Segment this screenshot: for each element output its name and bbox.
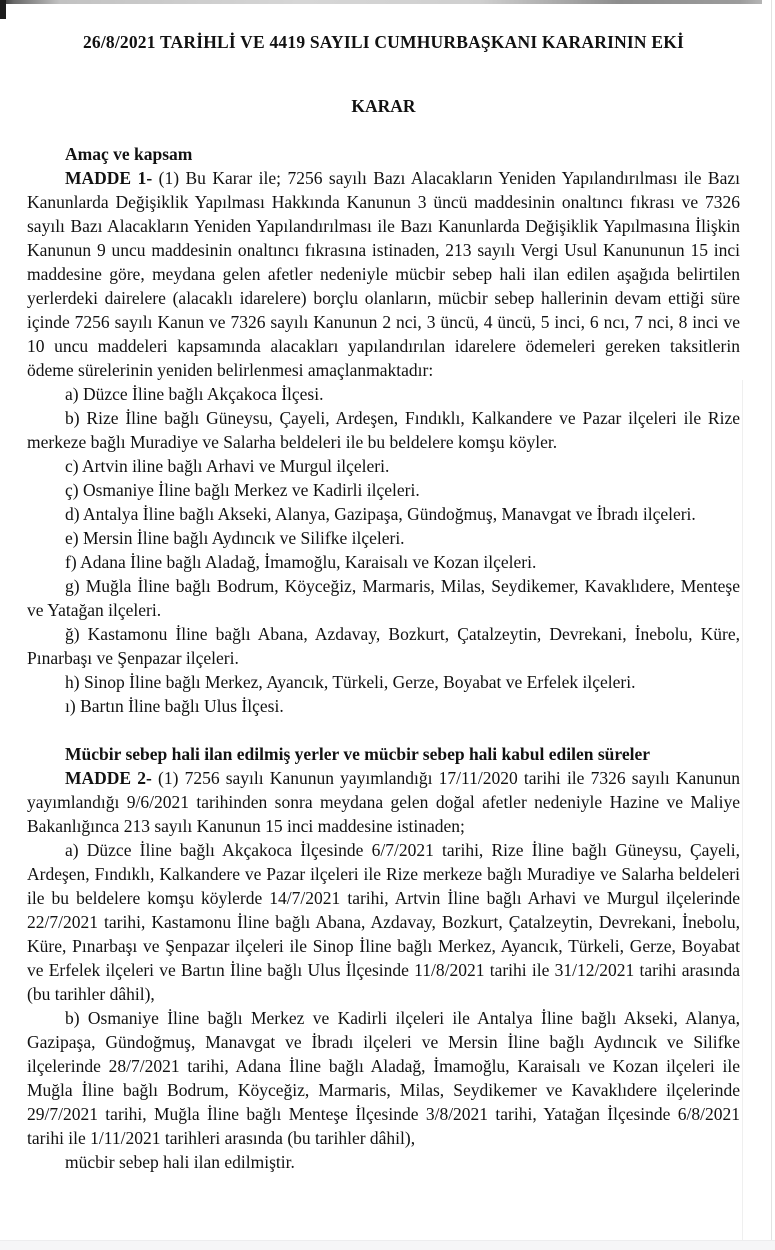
- list-item-g: g) Muğla İline bağlı Bodrum, Köyceğiz, Marmaris, Milas, Seydikemer, Kavaklıdere, Menteşe ve Yatağan ilçeleri.: [27, 576, 740, 620]
- top-edge-scan-artifact: [0, 0, 762, 4]
- document-title: 26/8/2021 TARİHLİ VE 4419 SAYILI CUMHURBAŞKANI KARARININ EKİ: [82, 32, 685, 52]
- list-item-b: b) Rize İline bağlı Güneysu, Çayeli, Ardeşen, Fındıklı, Kalkandere ve Pazar ilçeleri ile Rize merkeze bağlı Muradiye ve Salarha beldeleri ile bu beldelere komşu köyler.: [27, 408, 740, 452]
- right-inner-scan-line: [742, 380, 743, 1250]
- list-item-c: c) Artvin iline bağlı Arhavi ve Murgul ilçeleri.: [65, 456, 390, 476]
- document-content: [27, 18, 740, 1174]
- list-item-a: a) Düzce İline bağlı Akçakoca İlçesi.: [65, 384, 324, 404]
- closing-paragraph: mücbir sebep hali ilan edilmiştir.: [65, 1152, 295, 1172]
- bottom-edge-scan-artifact: [0, 1240, 775, 1250]
- list-item-gg: ğ) Kastamonu İline bağlı Abana, Azdavay, Bozkurt, Çatalzeytin, Devrekani, İnebolu, Küre, Pınarbaşı ve Şenpazar ilçeleri.: [27, 624, 740, 668]
- list-item-ii: ı) Bartın İline bağlı Ulus İlçesi.: [65, 696, 284, 716]
- list-item-cc: ç) Osmaniye İline bağlı Merkez ve Kadirli ilçeleri.: [65, 480, 420, 500]
- madde-1-paragraph: [27, 166, 740, 382]
- list-item-d: d) Antalya İline bağlı Akseki, Alanya, Gazipaşa, Gündoğmuş, Manavgat ve İbradı ilçeleri.: [65, 504, 696, 524]
- section-heading-amac-ve-kapsam: Amaç ve kapsam: [65, 144, 193, 164]
- madde-1-label: MADDE 1-: [65, 168, 153, 188]
- list-item-h: h) Sinop İline bağlı Merkez, Ayancık, Türkeli, Gerze, Boyabat ve Erfelek ilçeleri.: [65, 672, 636, 692]
- list-item-e: e) Mersin İline bağlı Aydıncık ve Silifke ilçeleri.: [65, 528, 405, 548]
- madde-2-text: (1) 7256 sayılı Kanunun yayımlandığı 17/11/2020 tarihi ile 7326 sayılı Kanunun yayımlandığı 9/6/2021 tarihinden sonra meydana gelen doğal afetler nedeniyle Hazine ve Maliye Bakanlığınca 213 sayılı Kanunun 15 inci maddesine istinaden;: [27, 768, 740, 836]
- madde-1-text: (1) Bu Karar ile; 7256 sayılı Bazı Alacakların Yeniden Yapılandırılması ile Bazı Kanunlarda Değişiklik Yapılması Hakkında Kanunun 3 üncü maddesinin onaltıncı fıkrası ve 7326 sayılı Bazı Alacakların Yeniden Yapılandırılması ile Bazı Kanunlarda Değişiklik Yapılmasına İlişkin Kanunun 9 uncu maddesinin onaltıncı fıkrasına istinaden, 213 sayılı Vergi Usul Kanununun 15 inci maddesine göre, meydana gelen afetler nedeniyle mücbir sebep hali ilan edilen aşağıda belirtilen yerlerdeki dairelere (alacaklı idarelere) borçlu olanların, mücbir sebep hallerinin devam ettiği süre içinde 7256 sayılı Kanun ve 7326 sayılı Kanunun 2 nci, 3 üncü, 4 üncü, 5 inci, 6 ncı, 7 nci, 8 inci ve 10 uncu maddeleri kapsamında alacakları yapılandırılan idarelere ödemeleri gereken taksitlerin ödeme sürelerinin yeniden belirlenmesi amaçlanmaktadır:: [27, 168, 740, 380]
- madde-2-item-a: a) Düzce İline bağlı Akçakoca İlçesinde 6/7/2021 tarihi, Rize İline bağlı Güneysu, Çayeli, Ardeşen, Fındıklı, Kalkandere ve Pazar ilçeleri ile Rize merkeze bağlı Muradiye ve Salarha beldeleri ile bu beldelere komşu köylerde 14/7/2021 tarihi, Artvin İline bağlı Arhavi ve Murgul ilçelerinde 22/7/2021 tarihi, Kastamonu İline bağlı Abana, Azdavay, Bozkurt, Çatalzeytin, Devrekani, İnebolu, Küre, Pınarbaşı ve Şenpazar ilçeleri ile Sinop İline bağlı Merkez, Ayancık, Türkeli, Gerze, Boyabat ve Erfelek ilçeleri ve Bartın İline bağlı Ulus İlçesinde 11/8/2021 tarihi ile 31/12/2021 tarihi arasında (bu tarihler dâhil),: [27, 840, 740, 1004]
- madde-2-label: MADDE 2-: [65, 768, 152, 788]
- section-heading-mucbir-sebep: Mücbir sebep hali ilan edilmiş yerler ve mücbir sebep hali kabul edilen süreler: [65, 744, 650, 764]
- document-subtitle: KARAR: [351, 96, 416, 116]
- top-left-corner-scan-mark: [0, 0, 6, 19]
- madde-2-item-b: b) Osmaniye İline bağlı Merkez ve Kadirli ilçeleri ile Antalya İline bağlı Akseki, Alanya, Gazipaşa, Gündoğmuş, Manavgat ve İbradı ilçeleri ve Mersin İline bağlı Aydıncık ve Silifke ilçelerinde 28/7/2021 tarihi, Adana İline bağlı Aladağ, İmamoğlu, Karaisalı ve Kozan ilçeleri ile Muğla İline bağlı Bodrum, Köyceğiz, Marmaris, Milas, Seydikemer ve Kavaklıdere ilçelerinde 29/7/2021 tarihi, Muğla İline bağlı Menteşe İlçesinde 3/8/2021 tarihi, Yatağan İlçesinde 6/8/2021 tarihi ile 1/11/2021 tarihleri arasında (bu tarihler dâhil),: [27, 1008, 740, 1148]
- right-edge-scan-line: [771, 0, 772, 1250]
- madde-2-paragraph: [27, 766, 740, 838]
- list-item-f: f) Adana İline bağlı Aladağ, İmamoğlu, Karaisalı ve Kozan ilçeleri.: [65, 552, 537, 572]
